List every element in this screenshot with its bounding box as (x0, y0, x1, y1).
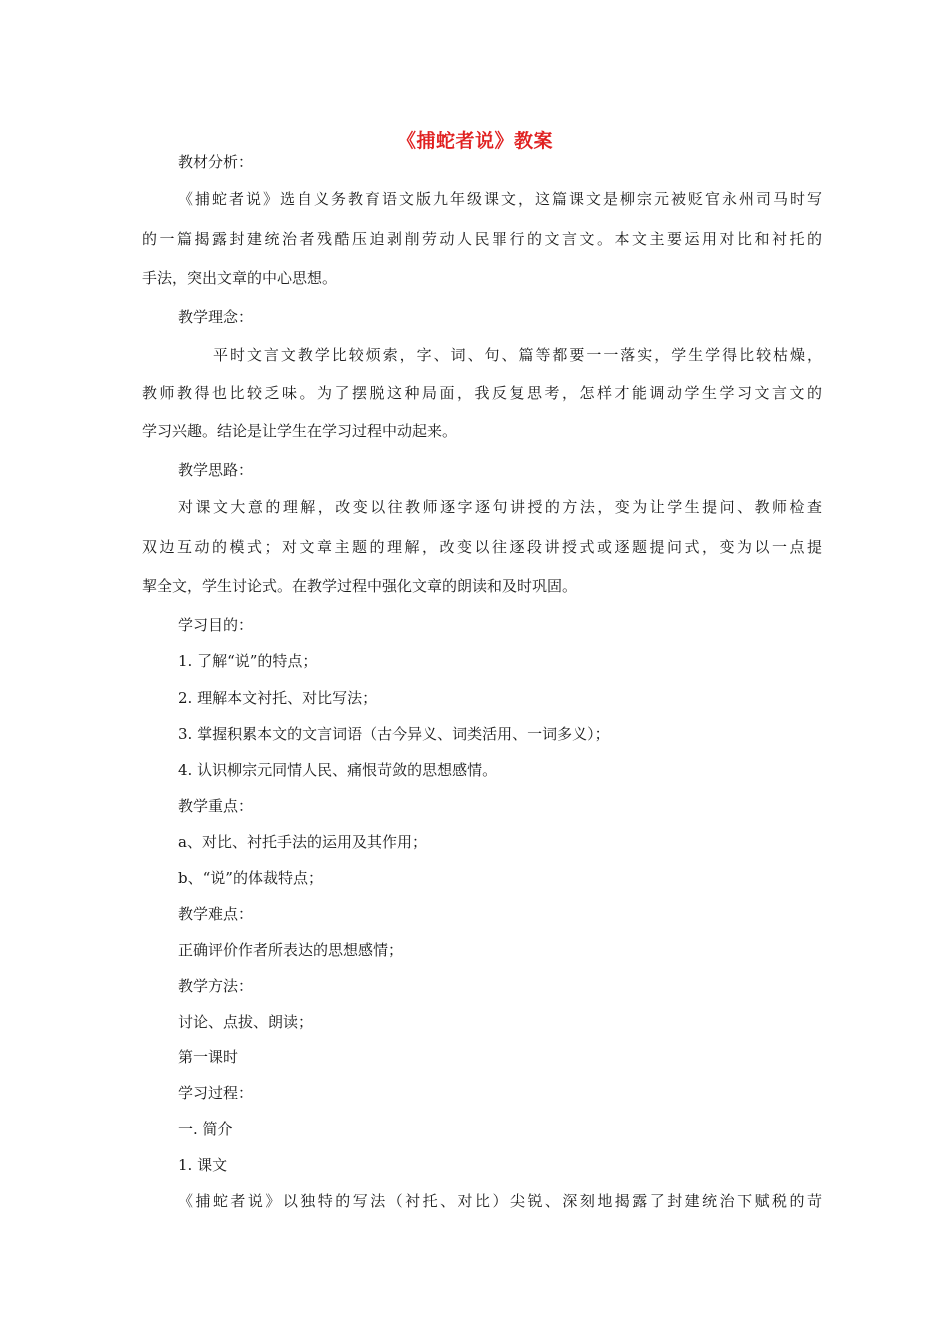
paragraph-line: 平时文言文教学比较烦索，字、词、句、篇等都要一一落实，学生学得比较枯燥， (213, 346, 822, 364)
section-heading: 一. 简介 (178, 1120, 233, 1138)
paragraph-line: 双边互动的模式；对文章主题的理解，改变以往逐段讲授式或逐题提问式，变为以一点提 (142, 538, 822, 556)
list-item: 4. 认识柳宗元同情人民、痛恨苛敛的思想感情。 (178, 761, 498, 779)
heading-learning-goals: 学习目的： (178, 616, 254, 634)
paragraph-line: 的一篇揭露封建统治者残酷压迫剥削劳动人民罪行的文言文。本文主要运用对比和衬托的 (142, 230, 822, 248)
paragraph-line: 《捕蛇者说》选自义务教育语文版九年级课文，这篇课文是柳宗元被贬官永州司马时写 (178, 190, 822, 208)
list-item: b、“说”的体裁特点； (178, 869, 323, 887)
heading-learning-process: 学习过程： (178, 1084, 254, 1102)
list-item: 3. 掌握积累本文的文言词语（古今异义、词类活用、一词多义）； (178, 725, 610, 743)
paragraph-line: 讨论、点拔、朗读； (178, 1013, 314, 1031)
paragraph-line: 《捕蛇者说》以独特的写法（衬托、对比）尖锐、深刻地揭露了封建统治下赋税的苛 (178, 1192, 822, 1210)
subsection-heading: 1. 课文 (178, 1156, 228, 1174)
heading-key-points: 教学重点： (178, 797, 254, 815)
list-item: a、对比、衬托手法的运用及其作用； (178, 833, 427, 851)
paragraph-line: 教师教得也比较乏味。为了摆脱这种局面，我反复思考，怎样才能调动学生学习文言文的 (142, 384, 822, 402)
paragraph-line: 对课文大意的理解，改变以往教师逐字逐句讲授的方法，变为让学生提问、教师检查 (178, 498, 822, 516)
heading-textbook-analysis: 教材分析： (178, 153, 254, 171)
paragraph-line: 正确评价作者所表达的思想感情； (178, 941, 404, 959)
paragraph-line: 学习兴趣。结论是让学生在学习过程中动起来。 (142, 422, 458, 440)
heading-teaching-approach: 教学思路： (178, 461, 254, 479)
list-item: 1. 了解“说”的特点； (178, 652, 318, 670)
heading-teaching-concept: 教学理念： (178, 308, 254, 326)
list-item: 2. 理解本文衬托、对比写法； (178, 689, 378, 707)
paragraph-line: 挈全文，学生讨论式。在教学过程中强化文章的朗读和及时巩固。 (142, 577, 578, 595)
paragraph-line: 手法，突出文章的中心思想。 (142, 269, 338, 287)
document-title: 《捕蛇者说》教案 (396, 130, 553, 152)
heading-teaching-methods: 教学方法： (178, 977, 254, 995)
heading-difficulties: 教学难点： (178, 905, 254, 923)
heading-first-lesson: 第一课时 (178, 1048, 239, 1066)
